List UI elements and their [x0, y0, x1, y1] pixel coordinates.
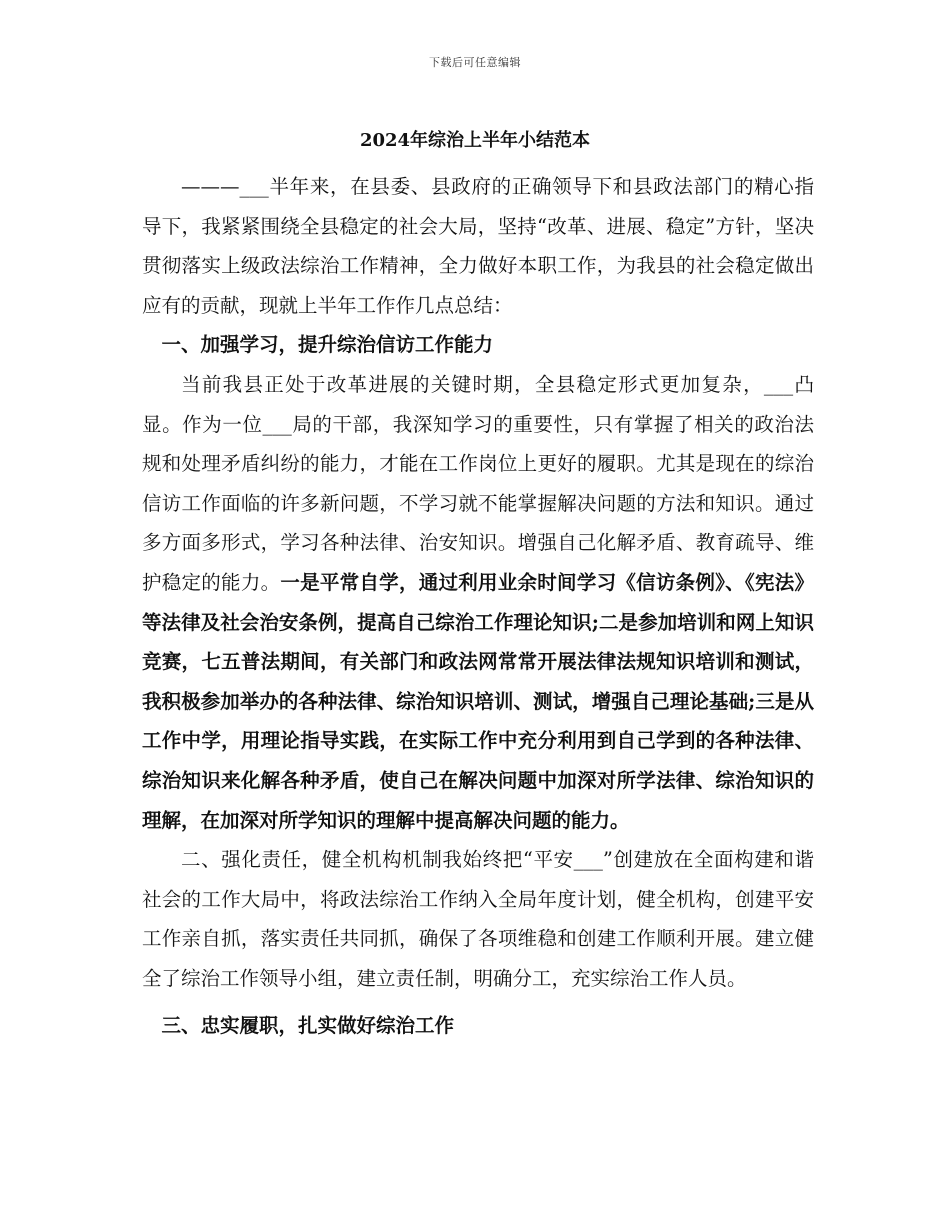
intro-paragraph: ———___半年来，在县委、县政府的正确领导下和县政法部门的精心指导下，我紧紧围绕全县稳定的社会大局，坚持“改革、进展、稳定”方针，坚决贯彻落实上级政法综治工作精神，全力做好本职工作，为我县的社会稳定做出应有的贡献，现就上半年工作作几点总结： — [142, 175, 814, 317]
section1-heading: 一、加强学习，提升综治信访工作能力 — [161, 333, 494, 357]
section1-paragraph — [142, 365, 814, 840]
section1-text: 当前我县正处于改革进展的关键时期，全县稳定形式更加复杂，___凸显。作为一位___局的干部，我深知学习的重要性，只有掌握了相关的政治法规和处理矛盾纠纷的能力，才能在工作岗位上更好的履职。尤其是现在的综治信访工作面临的许多新问题，不学习就不能掌握解决问题的方法和知识。通过多方面多形式，学习各种法律、治安知识。增强自己化解矛盾、教育疏导、维护稳定的能力。 — [142, 372, 814, 594]
section1-bold-text: 一是平常自学，通过利用业余时间学习《信访条例》、《宪法》等法律及社会治安条例，提高自己综治工作理论知识;二是参加培训和网上知识竞赛，七五普法期间，有关部门和政法网常常开展法律法规知识培训和测试，我积极参加举办的各种法律、综治知识培训、测试，增强自己理论基础;三是从工作中学，用理论指导实践，在实际工作中充分利用到自己学到的各种法律、综治知识来化解各种矛盾，使自己在解决问题中加深对所学法律、综治知识的理解，在加深对所学知识的理解中提高解决问题的能力。 — [142, 570, 814, 832]
section2-paragraph: 二、强化责任，健全机构机制我始终把“平安___”创建放在全面构建和谐社会的工作大局中，将政法综治工作纳入全局年度计划，健全机构，创建平安工作亲自抓，落实责任共同抓，确保了各项维稳和创建工作顺利开展。建立健全了综治工作领导小组，建立责任制，明确分工，充实综治工作人员。 — [142, 848, 814, 990]
document-body — [142, 167, 814, 1046]
document-title: 2024年综治上半年小结范本 — [359, 130, 591, 151]
section3-heading: 三、忠实履职，扎实做好综治工作 — [161, 1014, 455, 1038]
header-note: 下载后可任意编辑 — [429, 56, 521, 69]
